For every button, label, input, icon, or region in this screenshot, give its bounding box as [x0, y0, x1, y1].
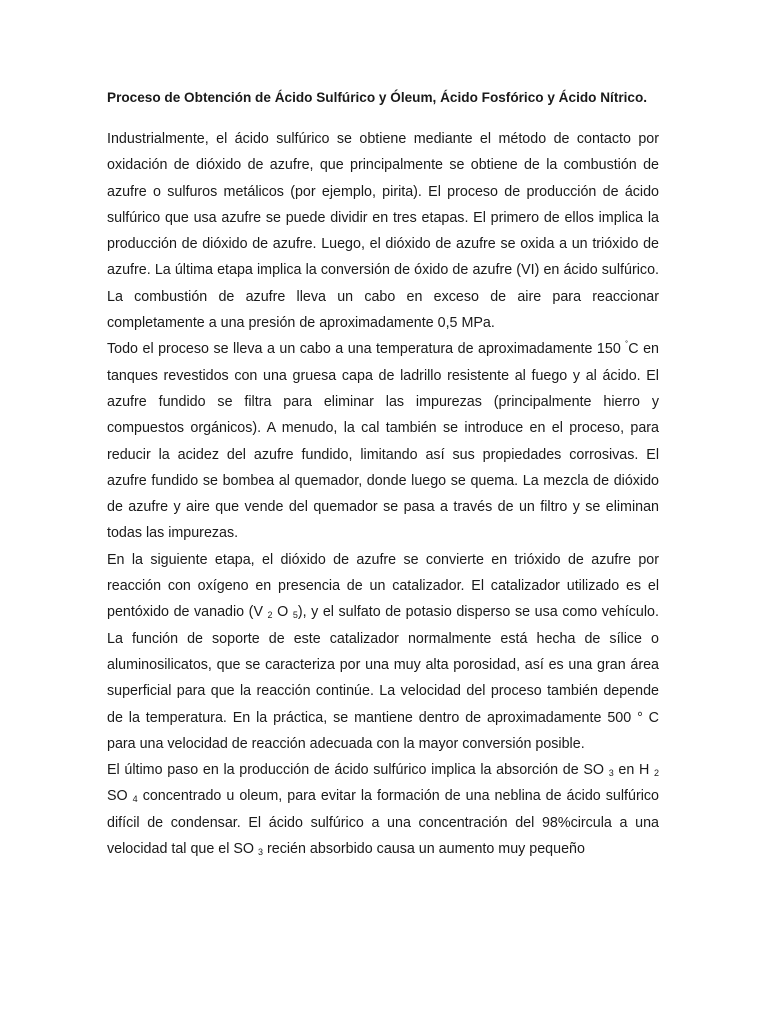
subscript: 4 [132, 794, 138, 805]
paragraph-text: C en tanques revestidos con una gruesa capa de ladrillo resistente al fuego y al ácido. El azufre fundido se filtra para eliminar las impurezas (principalmente hierro y compuestos orgánicos). A menudo, la cal también se introduce en el proceso, para reducir la acidez del azufre fundido, limitando así sus propiedades corrosivas. El azufre fundido se bombea al quemador, donde luego se quema. La mezcla de dióxido de azufre y aire que vende del quemador se pasa a través de un filtro y se eliminan todas las impurezas. [107, 341, 659, 542]
paragraph-4 [107, 757, 659, 862]
paragraph-text: SO [107, 788, 133, 805]
subscript: 3 [258, 847, 264, 858]
paragraph-text: concentrado u oleum, para evitar la formación de una neblina de ácido sulfúrico difícil de condensar. El ácido sulfúrico a una concentración del 98%circula a una velocidad tal que el SO [107, 788, 659, 858]
degree-symbol: ˚ [625, 340, 629, 351]
paragraph-text: El último paso en la producción de ácido sulfúrico implica la absorción de SO [107, 762, 609, 779]
paragraph-text: ), y el sulfato de potasio disperso se usa como vehículo. La función de soporte de este catalizador normalmente está hecha de sílice o aluminosilicatos, que se caracteriza por una muy alta porosidad, así es una gran área superficial para que la reacción continúe. La velocidad del proceso también depende de la temperatura. En la práctica, se mantiene dentro de aproximadamente 500 ° C para una velocidad de reacción adecuada con la mayor conversión posible. [107, 604, 659, 752]
subscript: 3 [608, 768, 614, 779]
document-title: Proceso de Obtención de Ácido Sulfúrico y Óleum, Ácido Fosfórico y Ácido Nítrico. [107, 90, 648, 105]
paragraph-text: O [272, 604, 293, 621]
paragraph-text: en H [613, 762, 654, 779]
paragraph-text: recién absorbido causa un aumento muy pequeño [263, 841, 585, 858]
paragraph-1 [107, 126, 659, 336]
subscript: 2 [653, 768, 659, 779]
paragraph-text: Todo el proceso se lleva a un cabo a una temperatura de aproximadamente 150 [107, 341, 626, 358]
subscript: 5 [292, 610, 298, 621]
document-page [107, 88, 659, 862]
paragraph-text: Industrialmente, el ácido sulfúrico se obtiene mediante el método de contacto por oxidación de dióxido de azufre, que principalmente se obtiene de la combustión de azufre o sulfuros metálicos (por ejemplo, pirita). El proceso de producción de ácido sulfúrico que usa azufre se puede dividir en tres etapas. El primero de ellos implica la producción de dióxido de azufre. Luego, el dióxido de azufre se oxida a un trióxido de azufre. La última etapa implica la conversión de óxido de azufre (VI) en ácido sulfúrico. La combustión de azufre lleva un cabo en exceso de aire para reaccionar completamente a una presión de aproximadamente 0,5 MPa. [107, 131, 659, 332]
subscript: 2 [267, 610, 273, 621]
paragraph-2 [107, 336, 659, 546]
paragraph-3 [107, 547, 659, 757]
paragraph-text: En la siguiente etapa, el dióxido de azufre se convierte en trióxido de azufre por reacción con oxígeno en presencia de un catalizador. El catalizador utilizado es el pentóxido de vanadio (V [107, 551, 659, 621]
